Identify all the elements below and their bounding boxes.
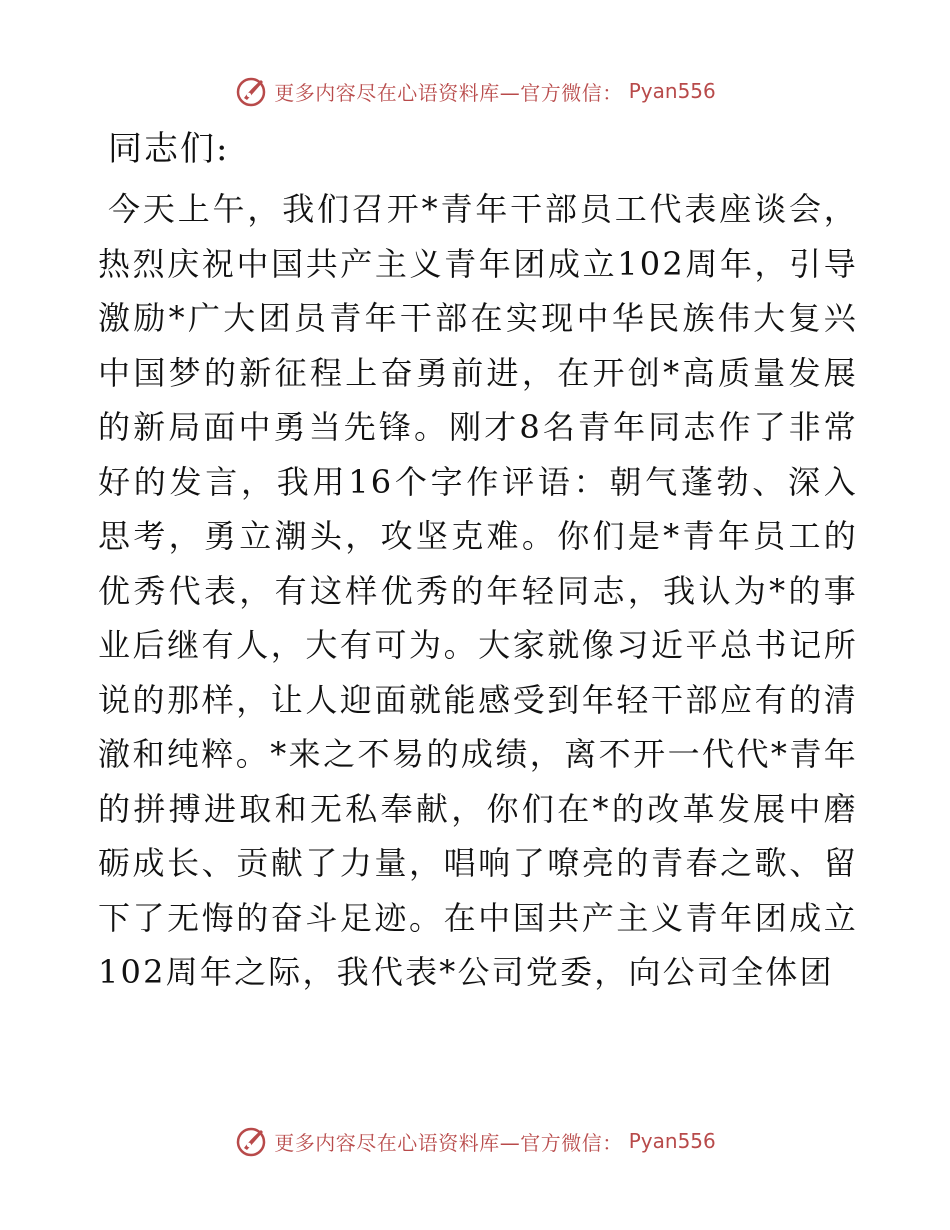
body-paragraph: 今天上午，我们召开*青年干部员工代表座谈会，热烈庆祝中国共产主义青年团成立102周年，引导激励*广大团员青年干部在实现中华民族伟大复兴中国梦的新征程上奋勇前进，在开创*高质量发展的新局面中勇当先锋。刚才8名青年同志作了非常好的发言，我用16个字作评语：朝气蓬勃、深入思考，勇立潮头，攻坚克难。你们是*青年员工的优秀代表，有这样优秀的年轻同志，我认为*的事业后继有人，大有可为。大家就像习近平总书记所说的那样，让人迎面就能感受到年轻干部应有的清澈和纯粹。*来之不易的成绩，离不开一代代*青年的拼搏进取和无私奉献，你们在*的改革发展中磨砺成长、贡献了力量，唱响了嘹亮的青春之歌、留下了无悔的奋斗足迹。在中国共产主义青年团成立102周年之际，我代表*公司党委，向公司全体团 xyxy=(98,190,858,991)
header-watermark-text: 更多内容尽在心语资料库—官方微信： xyxy=(274,80,623,105)
document-body xyxy=(98,126,858,1000)
quill-seal-icon xyxy=(234,1124,268,1158)
greeting: 同志们: xyxy=(108,129,230,169)
quill-seal-icon xyxy=(234,74,268,108)
footer-watermark xyxy=(0,1124,950,1158)
header-watermark xyxy=(0,74,950,108)
footer-watermark-handle: Pyan556 xyxy=(628,1129,716,1153)
header-watermark-handle: Pyan556 xyxy=(628,79,716,103)
footer-watermark-text: 更多内容尽在心语资料库—官方微信： xyxy=(274,1130,623,1155)
